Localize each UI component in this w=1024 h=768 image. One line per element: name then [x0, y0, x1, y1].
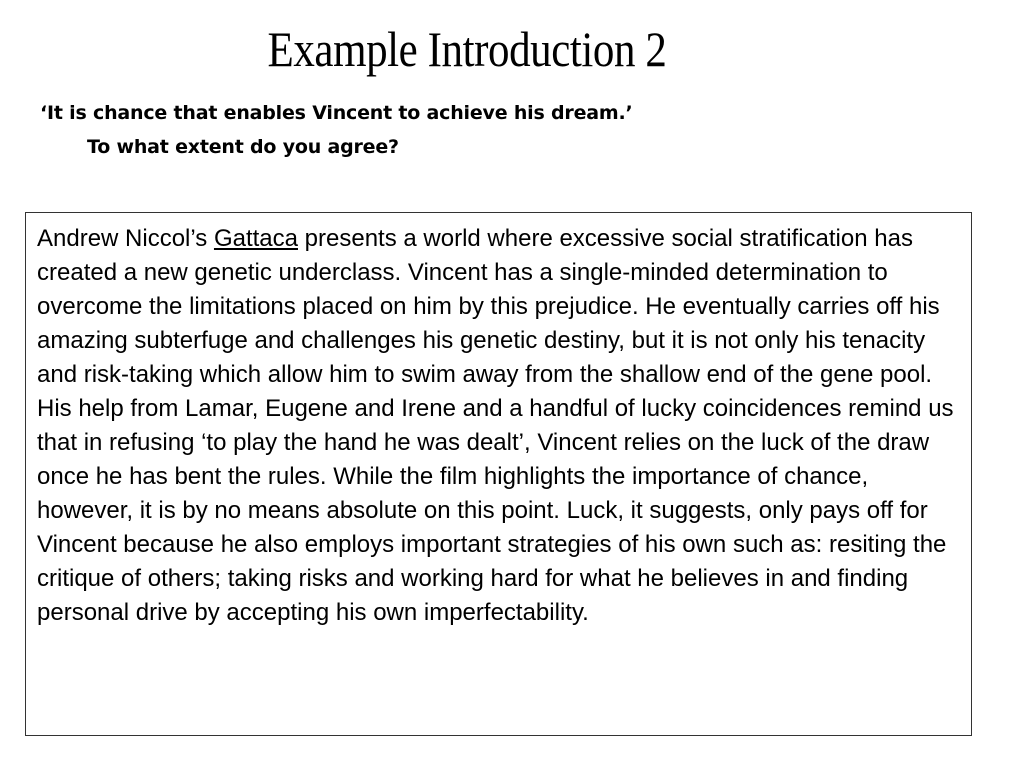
- author-possessive: Andrew Niccol’s: [37, 225, 214, 252]
- film-title: Gattaca: [213, 225, 298, 252]
- introduction-text-box: [25, 212, 972, 736]
- paragraph-body: presents a world where excessive social stratification has created a new genetic underclass. Vincent has a single-minded determination to overcome the limitations placed on him by this prejudice. He eventually carries off his amazing subterfuge and challenges his genetic destiny, but it is not only his tenacity and risk-taking which allow him to swim away from the shallow end of the gene pool. His help from Lamar, Eugene and Irene and a handful of lucky coincidences remind us that in refusing ‘to play the hand he was dealt’, Vincent relies on the luck of the draw once he has bent the rules. While the film highlights the importance of chance, however, it is by no means absolute on this point. Luck, it suggests, only pays off for Vincent because he also employs important strategies of his own such as: resiting the critique of others; taking risks and working hard for what he believes in and finding personal drive by accepting his own imperfectability.: [37, 225, 954, 626]
- essay-question: [40, 96, 633, 164]
- question-prompt: To what extent do you agree?: [87, 136, 399, 158]
- introduction-paragraph: [37, 222, 961, 630]
- slide-title: Example Introduction 2: [267, 21, 667, 77]
- question-quote: ‘It is chance that enables Vincent to achieve his dream.’: [40, 102, 633, 124]
